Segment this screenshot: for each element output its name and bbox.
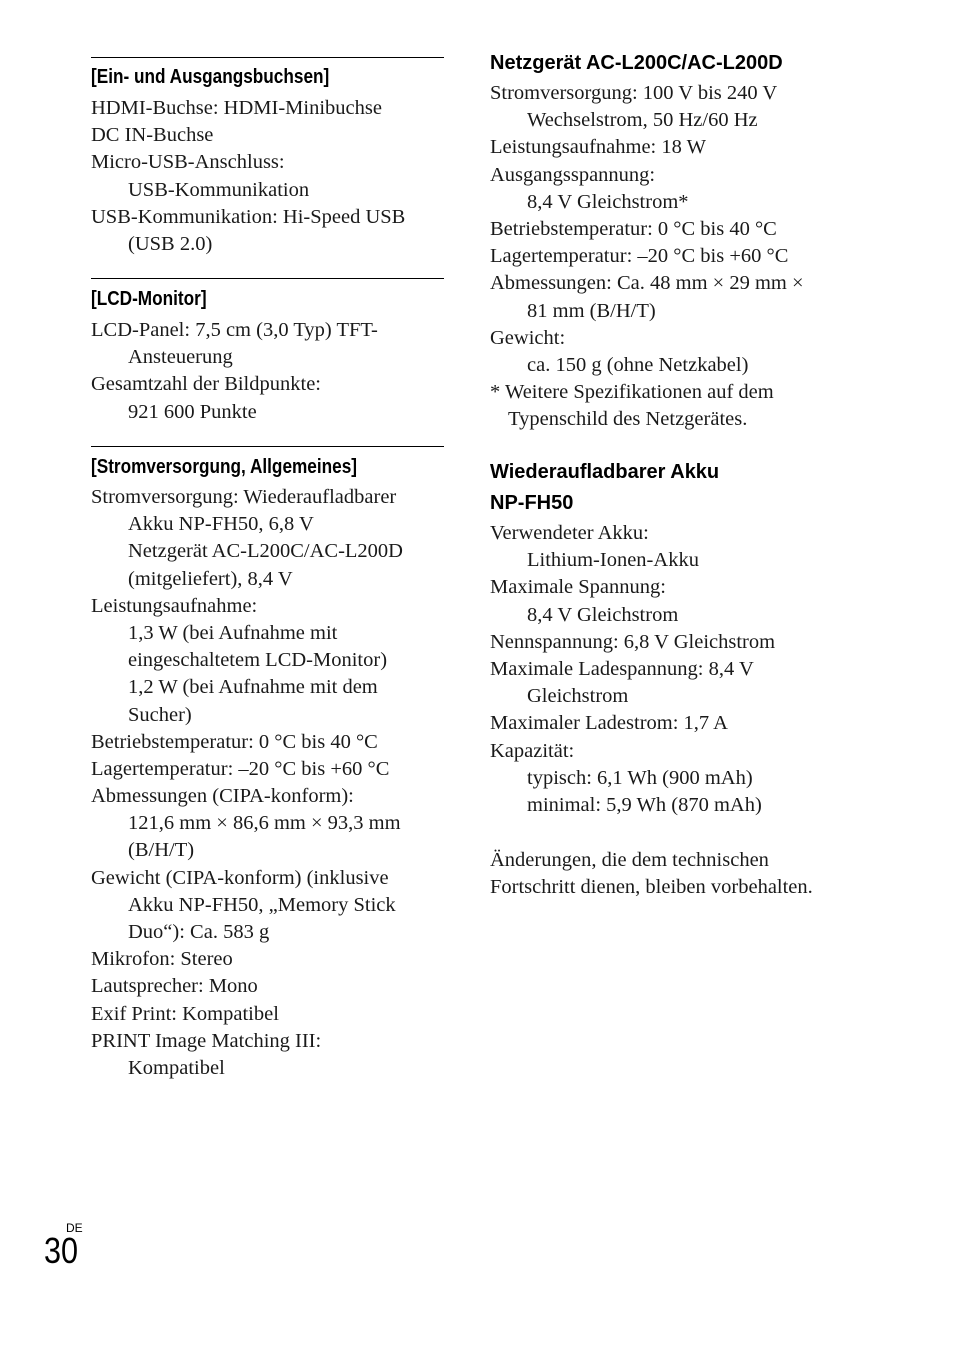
- section-divider: [91, 57, 444, 58]
- spec-line: (USB 2.0): [128, 232, 213, 255]
- spec-line: (B/H/T): [128, 839, 195, 862]
- spec-line: Ansteuerung: [128, 346, 233, 369]
- spec-line: Wechselstrom, 50 Hz/60 Hz: [527, 109, 758, 132]
- spec-line: (mitgeliefert), 8,4 V: [128, 567, 293, 590]
- spec-line: Lagertemperatur: –20 °C bis +60 °C: [91, 757, 390, 780]
- section-heading-ports: [Ein- und Ausgangsbuchsen]: [91, 66, 330, 88]
- spec-line: Lithium-Ionen-Akku: [527, 549, 699, 572]
- change-notice: [490, 847, 813, 901]
- spec-line: 8,4 V Gleichstrom: [527, 603, 679, 626]
- spec-line: 1,3 W (bei Aufnahme mit: [128, 621, 338, 644]
- spec-line: 8,4 V Gleichstrom*: [527, 190, 689, 213]
- section-divider: [91, 278, 444, 279]
- spec-line: LCD-Panel: 7,5 cm (3,0 Typ) TFT-: [91, 319, 378, 341]
- spec-line: ca. 150 g (ohne Netzkabel): [527, 353, 749, 376]
- spec-line: Maximaler Ladestrom: 1,7 A: [490, 712, 728, 735]
- spec-line: Gewicht (CIPA-konform) (inklusive: [91, 866, 389, 889]
- spec-line: typisch: 6,1 Wh (900 mAh): [527, 766, 753, 789]
- spec-line: Ausgangsspannung:: [490, 163, 656, 186]
- section-body-battery: [490, 520, 775, 819]
- spec-line: Kapazität:: [490, 739, 575, 762]
- spec-line: Leistungsaufnahme:: [91, 594, 258, 617]
- spec-line: Gewicht:: [490, 326, 566, 349]
- spec-line: * Weitere Spezifikationen auf dem: [490, 381, 774, 404]
- section-body-lcd: [91, 317, 378, 426]
- spec-line: Änderungen, die dem technischen: [490, 849, 769, 871]
- section-heading-lcd: [LCD-Monitor]: [91, 288, 207, 310]
- spec-line: PRINT Image Matching III:: [91, 1029, 322, 1052]
- battery-heading-line2: NP-FH50: [490, 492, 574, 514]
- spec-line: Micro-USB-Anschluss:: [91, 151, 285, 174]
- spec-line: DC IN-Buchse: [91, 124, 214, 147]
- spec-line: Verwendeter Akku:: [490, 522, 649, 544]
- spec-line: USB-Kommunikation: Hi-Speed USB: [91, 205, 406, 228]
- section-body-adapter: [490, 80, 804, 433]
- spec-line: 81 mm (B/H/T): [527, 299, 656, 322]
- spec-line: Lagertemperatur: –20 °C bis +60 °C: [490, 245, 789, 268]
- spec-line: HDMI-Buchse: HDMI-Minibuchse: [91, 97, 382, 119]
- spec-line: Sucher): [128, 703, 192, 726]
- spec-line: Abmessungen (CIPA-konform):: [91, 785, 354, 808]
- spec-line: eingeschaltetem LCD-Monitor): [128, 649, 388, 672]
- spec-line: Kompatibel: [128, 1056, 225, 1079]
- spec-line: Netzgerät AC-L200C/AC-L200D: [128, 540, 403, 563]
- page-number: 30: [44, 1230, 79, 1271]
- spec-line: Nennspannung: 6,8 V Gleichstrom: [490, 630, 776, 653]
- spec-line: Maximale Ladespannung: 8,4 V: [490, 657, 754, 680]
- spec-line: Mikrofon: Stereo: [91, 948, 233, 971]
- spec-line: Typenschild des Netzgerätes.: [508, 408, 748, 431]
- spec-line: Abmessungen: Ca. 48 mm × 29 mm ×: [490, 272, 804, 295]
- spec-line: 921 600 Punkte: [128, 400, 257, 423]
- section-divider: [91, 446, 444, 447]
- spec-line: USB-Kommunikation: [128, 178, 310, 201]
- section-heading-battery: [490, 457, 719, 519]
- spec-line: Exif Print: Kompatibel: [91, 1002, 279, 1025]
- section-body-power: [91, 484, 403, 1082]
- spec-line: 121,6 mm × 86,6 mm × 93,3 mm: [128, 812, 401, 835]
- spec-line: 1,2 W (bei Aufnahme mit dem: [128, 676, 378, 699]
- spec-line: Gesamtzahl der Bildpunkte:: [91, 373, 321, 396]
- spec-line: Fortschritt dienen, bleiben vorbehalten.: [490, 876, 813, 899]
- section-heading-power: [Stromversorgung, Allgemeines]: [91, 456, 358, 478]
- spec-line: Stromversorgung: 100 V bis 240 V: [490, 82, 778, 104]
- spec-line: Betriebstemperatur: 0 °C bis 40 °C: [91, 730, 378, 753]
- spec-line: Betriebstemperatur: 0 °C bis 40 °C: [490, 217, 777, 240]
- page-language: DE: [66, 1221, 83, 1235]
- spec-line: Gleichstrom: [527, 685, 629, 708]
- spec-line: Maximale Spannung:: [490, 576, 666, 599]
- spec-line: Duo“): Ca. 583 g: [128, 921, 270, 943]
- spec-line: Akku NP-FH50, 6,8 V: [128, 513, 314, 536]
- battery-heading-line1: Wiederaufladbarer Akku: [490, 461, 720, 483]
- spec-line: Lautsprecher: Mono: [91, 975, 258, 998]
- section-heading-adapter: Netzgerät AC-L200C/AC-L200D: [490, 52, 783, 74]
- spec-line: Stromversorgung: Wiederaufladbarer: [91, 486, 397, 508]
- spec-line: minimal: 5,9 Wh (870 mAh): [527, 793, 762, 816]
- section-body-ports: [91, 95, 405, 258]
- spec-line: Akku NP-FH50, „Memory Stick: [128, 893, 396, 916]
- spec-line: Leistungsaufnahme: 18 W: [490, 136, 706, 159]
